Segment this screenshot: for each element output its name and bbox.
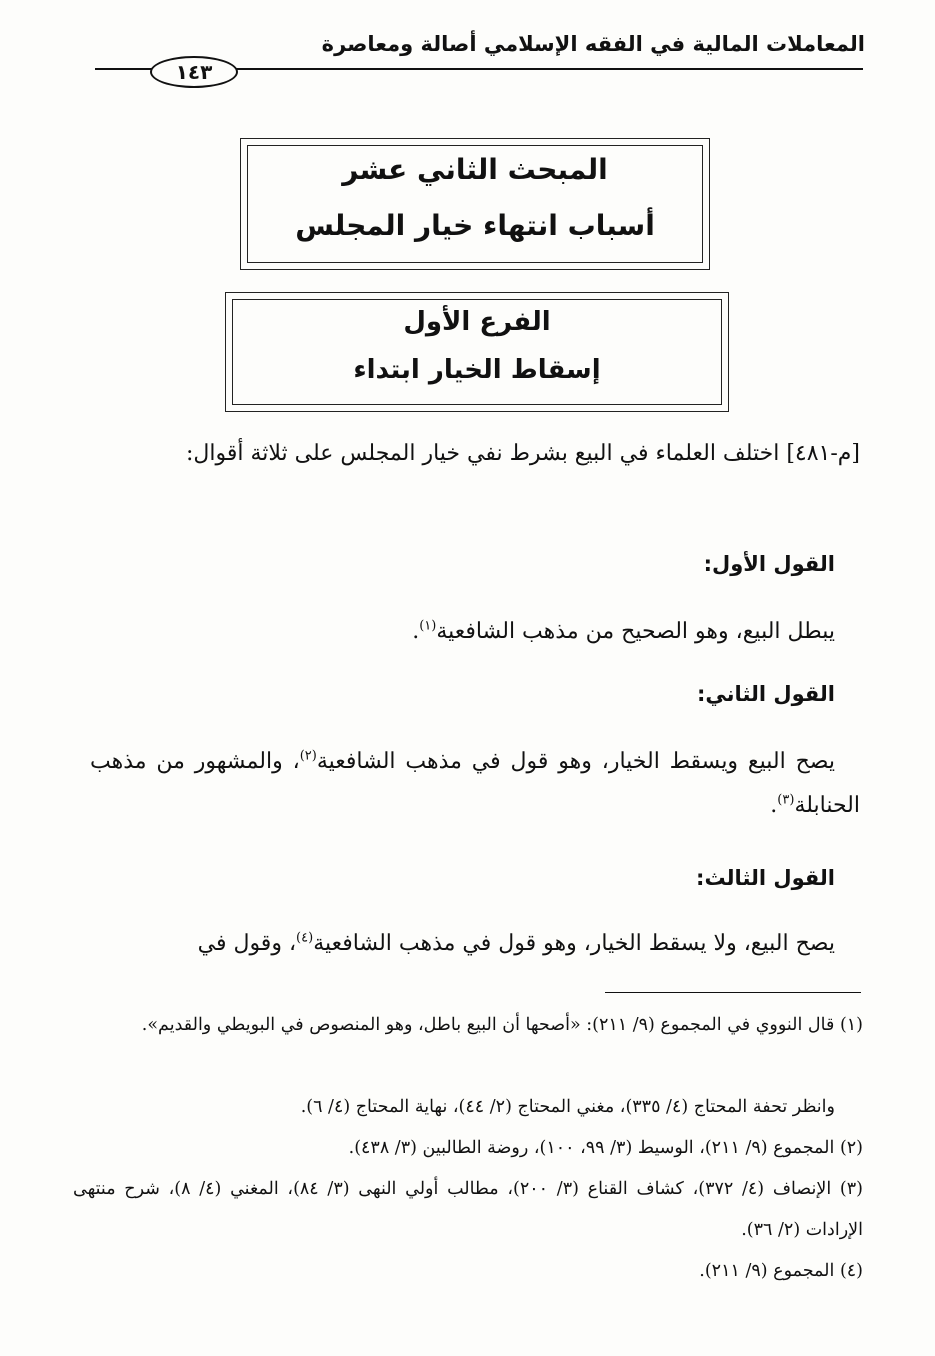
chapter-subtitle: أسباب انتهاء خيار المجلس (295, 209, 655, 242)
opinion-1-text (90, 610, 835, 654)
footnote-4-text: المجموع (٩/ ٢١١). (699, 1261, 835, 1281)
opinion-1-body: يبطل البيع، وهو الصحيح من مذهب الشافعية (436, 619, 835, 644)
section-subtitle: إسقاط الخيار ابتداء (353, 355, 601, 385)
footnote-ref-4[interactable]: (٤) (296, 930, 314, 946)
footnote-3 (73, 1169, 863, 1251)
footnote-1 (73, 1005, 863, 1046)
footnote-2-text: المجموع (٩/ ٢١١)، الوسيط (٣/ ٩٩، ١٠٠)، روضة الطالبين (٣/ ٤٣٨). (348, 1138, 835, 1158)
opinion-3-end: ، وقول في (197, 931, 297, 956)
footnote-1-continuation: وانظر تحفة المحتاج (٤/ ٣٣٥)، مغني المحتاج (٢/ ٤٤)، نهاية المحتاج (٤/ ٦). (300, 1097, 835, 1117)
footnote-ref-1[interactable]: (١) (419, 618, 437, 634)
page-number: ١٤٣ (150, 56, 238, 88)
opinion-2-end: . (770, 793, 778, 818)
footnote-1-text: قال النووي في المجموع (٩/ ٢١١): «أصحها أن البيع باطل، وهو المنصوص في البويطي والقديم». (141, 1015, 835, 1035)
section-title-box (225, 292, 729, 412)
running-title: المعاملات المالية في الفقه الإسلامي أصالة ومعاصرة (321, 32, 865, 56)
opinion-2-body-a: يصح البيع ويسقط الخيار، وهو قول في مذهب الشافعية (316, 749, 835, 774)
opinion-3-text (90, 922, 860, 966)
section-title: الفرع الأول (403, 307, 551, 337)
opinion-1-heading: القول الأول: (703, 552, 835, 576)
opinion-2-heading: القول الثاني: (697, 682, 835, 706)
footnote-4 (73, 1251, 863, 1292)
footnote-2 (73, 1128, 863, 1169)
opinion-1-end: . (412, 619, 420, 644)
opinion-3-body: يصح البيع، ولا يسقط الخيار، وهو قول في مذهب الشافعية (313, 931, 835, 956)
opinion-2-body-b: ، والمشهور من مذهب الحنابلة (90, 749, 860, 818)
footnote-1-number: (١) (839, 1015, 863, 1035)
footnote-ref-2[interactable]: (٢) (299, 748, 317, 764)
opinion-2-text (90, 740, 860, 828)
chapter-title-box (240, 138, 710, 270)
footnote-2-number: (٢) (839, 1138, 863, 1158)
footnote-ref-3[interactable]: (٣) (777, 792, 795, 808)
footnote-4-number: (٤) (839, 1261, 863, 1281)
footnote-separator (605, 992, 861, 993)
footnote-3-number: (٣) (839, 1179, 863, 1199)
opinion-3-heading: القول الثالث: (696, 866, 835, 890)
chapter-title: المبحث الثاني عشر (342, 153, 608, 186)
footnote-3-text: الإنصاف (٤/ ٣٧٢)، كشاف القناع (٣/ ٢٠٠)، مطالب أولي النهى (٣/ ٨٤)، المغني (٤/ ٨)، شرح منتهى الإرادات (٢/ ٣٦). (73, 1179, 863, 1240)
intro-paragraph: [م-٤٨١] اختلف العلماء في البيع بشرط نفي خيار المجلس على ثلاثة أقوال: (185, 441, 860, 466)
